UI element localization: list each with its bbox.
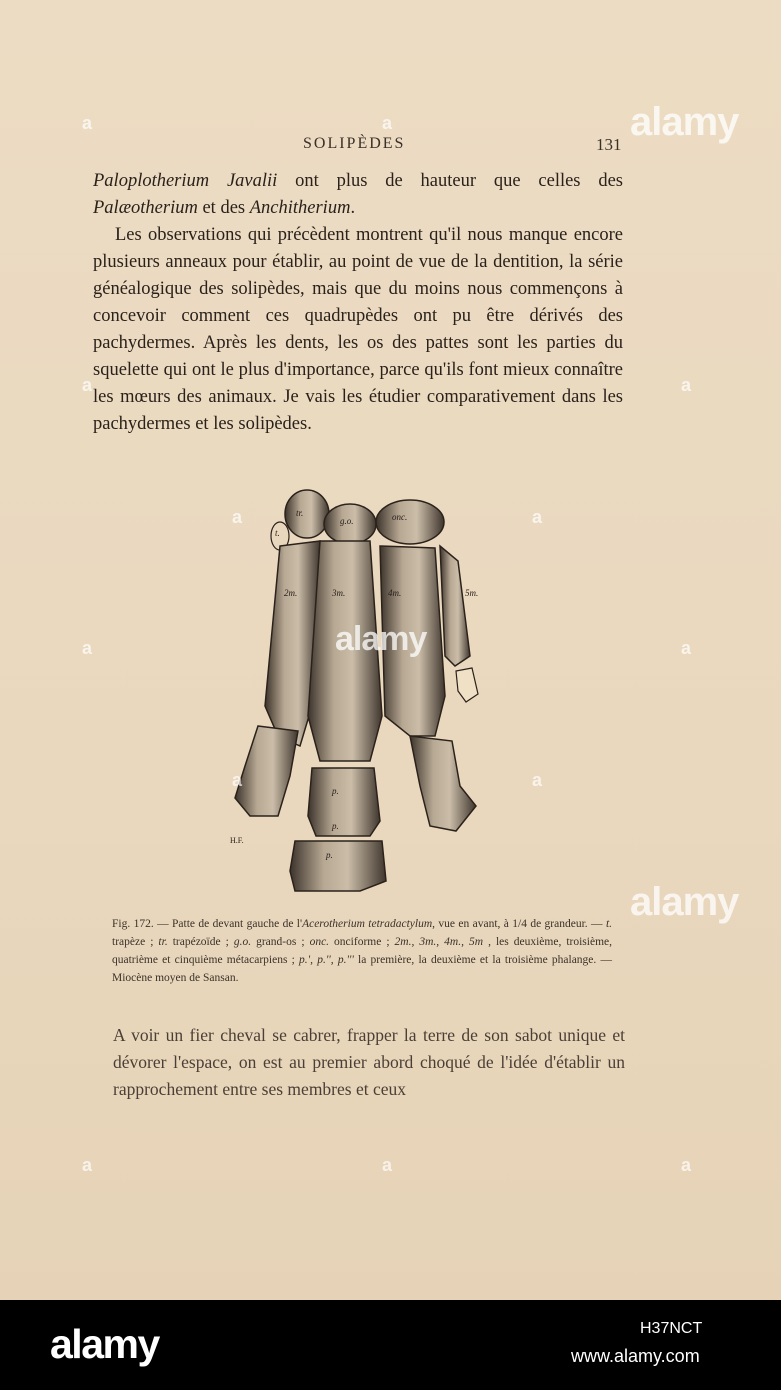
text-run: . bbox=[350, 198, 356, 218]
species-name: Paloplotherium Javalii bbox=[93, 171, 278, 191]
show-through-text: A voir un fier cheval se cabrer, frapper la terre de son sabot unique et dévorer l'espace, on est au premier abord choqué de l'idée d'établir un rapprochement entre ses membres et ceux bbox=[113, 1025, 625, 1099]
caption-run: la première, la deuxième et la troisième phalange. — Miocène moyen de Sansan. bbox=[112, 954, 612, 984]
phalanx-3-digit-3 bbox=[290, 841, 386, 891]
phalanges-digit-4 bbox=[410, 736, 476, 831]
watermark-a-icon: a bbox=[82, 638, 93, 658]
watermark-a-icon: a bbox=[82, 1155, 93, 1175]
caption-run: , les deuxième, troisième, quatrième et cinquième métacarpiens ; bbox=[112, 936, 613, 966]
genus-name: Palæotherium bbox=[93, 198, 198, 218]
caption-abbr: tr. bbox=[158, 936, 168, 948]
watermark-logo: alamy bbox=[630, 100, 739, 144]
caption-run: trapézoïde ; bbox=[167, 936, 234, 948]
watermark-a-icon: a bbox=[532, 770, 543, 790]
paragraph-1 bbox=[93, 168, 623, 222]
label-5m: 5m. bbox=[465, 588, 479, 598]
bone-drawing bbox=[220, 486, 510, 896]
watermark-a-icon: a bbox=[232, 770, 243, 790]
watermark-a-icon: a bbox=[382, 1155, 393, 1175]
text-run: ont plus de hauteur que celles des bbox=[277, 171, 623, 191]
phalanx-1-digit-3 bbox=[308, 768, 380, 836]
stock-footer-bar bbox=[0, 1300, 781, 1390]
watermark-a-icon: a bbox=[532, 507, 543, 527]
trapezoid-bone bbox=[285, 490, 329, 538]
page-number: 131 bbox=[596, 135, 622, 154]
watermark-a-icon: a bbox=[681, 375, 692, 395]
label-3m: 3m. bbox=[332, 588, 346, 598]
metacarpal-5 bbox=[440, 546, 470, 666]
label-onc: onc. bbox=[392, 512, 408, 522]
label-tr: tr. bbox=[296, 508, 304, 518]
phalanges-digit-2 bbox=[235, 726, 298, 816]
label-t: t. bbox=[275, 528, 280, 538]
label-2m: 2m. bbox=[284, 588, 298, 598]
caption-run: — Patte de devant gauche de l' bbox=[153, 918, 303, 930]
figure-number: Fig. 172. bbox=[112, 918, 154, 930]
caption-abbr: onc. bbox=[309, 936, 330, 948]
watermark-a-icon: a bbox=[681, 1155, 692, 1175]
watermark-logo: alamy bbox=[630, 880, 739, 924]
label-p1: p. bbox=[332, 786, 339, 796]
figure-caption bbox=[112, 915, 612, 987]
genus-name: Anchitherium bbox=[249, 198, 351, 218]
label-4m: 4m. bbox=[388, 588, 402, 598]
label-p2: p. bbox=[332, 821, 339, 831]
caption-run: trapèze ; bbox=[112, 936, 159, 948]
caption-run: onciforme ; bbox=[329, 936, 395, 948]
body-text bbox=[93, 168, 623, 438]
watermark-a-icon: a bbox=[82, 113, 93, 133]
caption-abbr: 2m., 3m., 4m., 5m bbox=[394, 936, 484, 948]
alamy-logo: alamy bbox=[50, 1321, 159, 1367]
onciform-bone bbox=[376, 500, 444, 544]
watermark-logo: alamy bbox=[335, 620, 427, 658]
label-p3: p. bbox=[326, 850, 333, 860]
caption-species: Acerotherium tetradactylum bbox=[302, 918, 433, 930]
watermark-a-icon: a bbox=[232, 507, 243, 527]
image-id: H37NCT bbox=[640, 1320, 703, 1337]
running-head: SOLIPÈDES bbox=[303, 135, 406, 152]
caption-abbr: p.', p.'', p.''' bbox=[299, 954, 354, 966]
caption-abbr: g.o. bbox=[233, 936, 252, 948]
paragraph-2: Les observations qui précèdent montrent qu'il nous manque encore plusieurs anneaux pour établir, au point de vue de la dentition, la série généalogique des solipèdes, mais que du moins nous commençons à concevoir comment ces quadrupèdes ont pu être dérivés des pachydermes. Après les dents, les os des pattes sont les parties du squelette qui ont le plus d'importance, parce qu'ils font mieux connaître les mœurs des animaux. Je vais les étudier comparativement dans les pachydermes et les solipèdes. bbox=[93, 225, 623, 434]
watermark-a-icon: a bbox=[681, 638, 692, 658]
text-run: et des bbox=[197, 198, 250, 218]
figure-172-illustration bbox=[220, 486, 510, 896]
site-url: www.alamy.com bbox=[571, 1346, 700, 1366]
caption-run: , vue en avant, à 1/4 de grandeur. — bbox=[432, 918, 606, 930]
vestigial-digit-5 bbox=[456, 668, 478, 702]
watermark-a-icon: a bbox=[382, 113, 393, 133]
caption-run: grand-os ; bbox=[251, 936, 310, 948]
watermark-a-icon: a bbox=[82, 375, 93, 395]
artist-monogram: H.F. bbox=[230, 836, 244, 845]
caption-abbr: t. bbox=[605, 918, 613, 930]
label-go: g.o. bbox=[340, 516, 354, 526]
